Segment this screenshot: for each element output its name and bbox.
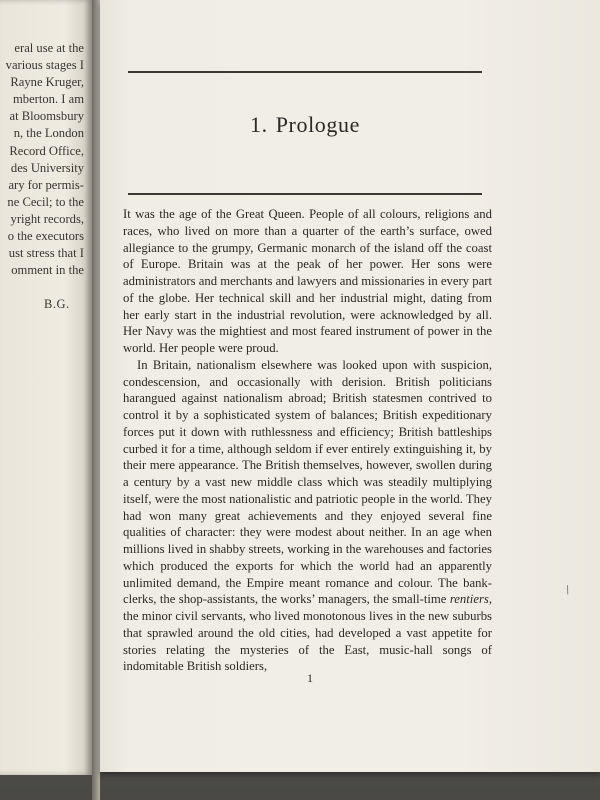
paragraph-2-text-end: , the minor civil servants, who lived monotonous lives in the new suburbs that sprawled around the old cities, had developed a vast appetite for stories relating the mysteries of the East, music-hall songs of indomitable British soldiers, (123, 592, 492, 674)
page-number: 1 (307, 671, 313, 685)
left-line: various stages I (5, 58, 84, 73)
left-line: ary for permis- (8, 177, 84, 192)
left-page-text (0, 40, 84, 279)
left-line: at Bloomsbury (9, 109, 84, 124)
left-line: Rayne Kruger, (10, 75, 84, 90)
left-page (0, 0, 92, 775)
left-line: ne Cecil; to the (7, 194, 84, 209)
italic-word: rentiers (449, 592, 489, 607)
left-line: omment in the (11, 263, 84, 278)
left-line: yright records, (10, 211, 84, 226)
book-gutter (92, 0, 100, 800)
paragraph-1: It was the age of the Great Queen. People of all colours, religions and races, who lived on more than a quarter of the earth’s surface, owed allegiance to the grumpy, Germanic monarch of the island off the coast of Europe. Britain was at the peak of her power. Her sons were administrators and merchants and lawyers and missionaries in every part of the globe. Her technical skill and her industrial might, dating from her early start in the industrial revolution, were acknowledged by all. Her Navy was the mightiest and most feared instrument of power in the world. Her people were proud. (123, 207, 492, 355)
top-rule (128, 71, 482, 73)
chapter-number: 1. (250, 112, 268, 137)
left-line: mberton. I am (13, 92, 84, 107)
left-line: n, the London (13, 126, 84, 141)
left-line: Record Office, (9, 143, 84, 158)
paragraph-2-text: In Britain, nationalism elsewhere was looked upon with suspicion, condescension, and occasionally with derision. British politicians harangued against nationalism abroad; British statesmen contrived to control it by a sophisticated system of balances; British expeditionary forces put it down with ruthlessness and efficiency; British battleships curbed it for a time, although seldom if ever entirely extinguishing it, by their mere appearance. The British themselves, however, swollen during a century by a vast new middle class which was steadily multiplying itself, were the most nationalistic and patriotic people in the world. They had won many great achievements and they enjoyed several fine qualities of character: they were modest about neither. In an age when millions lived in shabby streets, working in the warehouses and factories which produced the exports for which the world had an apparently unlimited demand, the Empire meant romance and colour. The bank-clerks, the shop-assistants, the works’ managers, the small-time (123, 357, 492, 607)
left-line: eral use at the (14, 41, 84, 55)
margin-mark: / (563, 581, 572, 598)
chapter-title: Prologue (275, 112, 360, 137)
left-line: o the executors (7, 229, 84, 244)
chapter-heading (128, 112, 482, 138)
chapter-body (123, 206, 492, 675)
bottom-rule (128, 193, 482, 195)
paragraph-2 (123, 357, 492, 675)
left-line: ust stress that I (8, 246, 84, 261)
left-line: des University (10, 160, 84, 175)
author-initials: B.G. (44, 297, 70, 311)
